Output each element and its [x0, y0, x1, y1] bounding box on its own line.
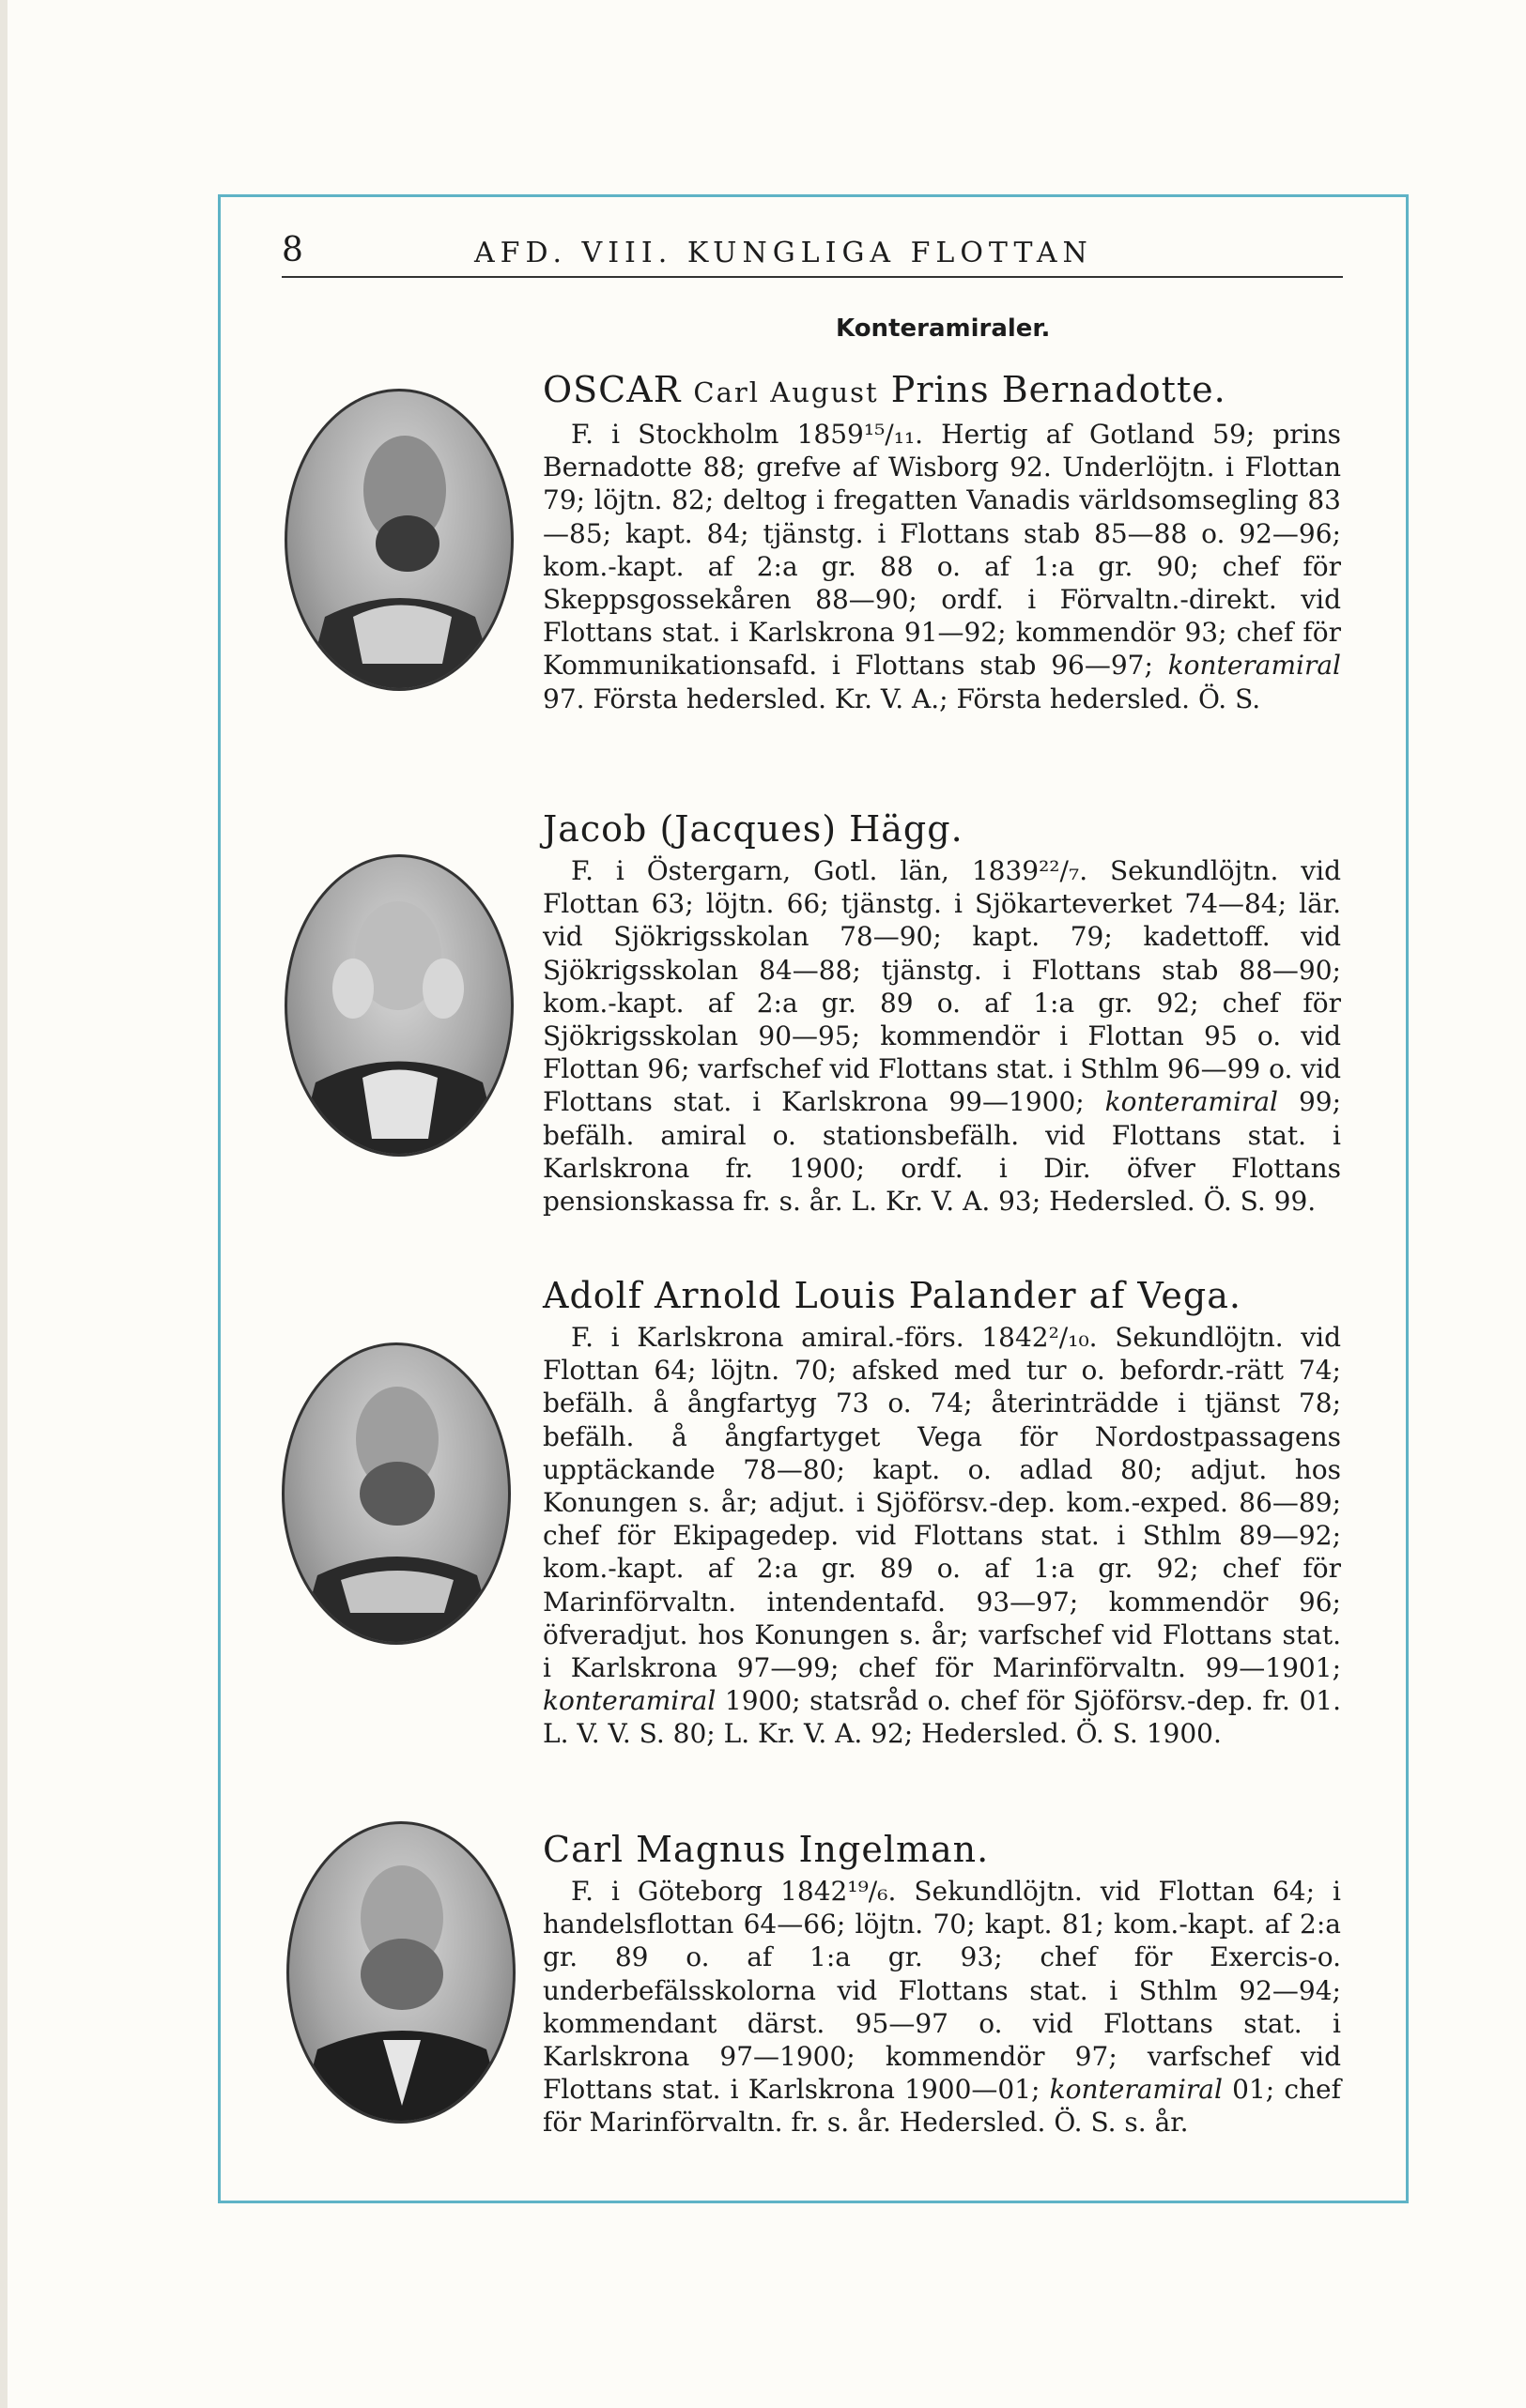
entry-name: Adolf Arnold Louis Palander af Vega.	[543, 1275, 1241, 1316]
entry-name-first: OSCAR	[543, 369, 682, 410]
biography-text: 99; befälh. amiral o. stationsbefälh. vid Flottans stat. i Karlskrona fr. 1900; ordf. i Dir. öfver Flottans pensionskassa fr. s. år. L. Kr. V. A. 93; Hedersled. Ö. S. 99.	[543, 1086, 1341, 1218]
biography-text: F. i Stockholm 1859¹⁵/₁₁. Hertig af Gotland 59; prins Bernadotte 88; grefve af Wisborg 92. Underlöjtn. i Flottan 79; löjtn. 82; deltog i fregatten Vanadis världsomsegling 83—85; kapt. 84; tjänstg. i Flottans stab 85—88 o. 92—96; kom.-kapt. af 2:a gr. 88 o. af 1:a gr. 90; chef för Skeppsgossekåren 88—90; ordf. i Förvaltn.-direkt. vid Flottans stat. i Karlskrona 91—92; kommendör 93; chef för Kommunikationsafd. i Flottans stab 96—97;	[543, 419, 1341, 682]
portrait-photo-icon	[282, 1342, 511, 1645]
entry-biography	[543, 1321, 1341, 1751]
page-header	[282, 229, 1343, 278]
biography-text: 01; chef för Marinförvaltn. fr. s. år. Hedersled. Ö. S. s. år.	[543, 2074, 1341, 2139]
biography-text: F. i Östergarn, Gotl. län, 1839²²/₇. Sekundlöjtn. vid Flottan 63; löjtn. 66; tjänstg. i Sjökarteverket 74—84; lär. vid Sjökrigsskolan 78—90; kapt. 79; kadettoff. vid Sjökrigsskolan 84—88; tjänstg. i Flottans stab 88—90; kom.-kapt. af 2:a gr. 89 o. af 1:a gr. 92; chef för Sjökrigsskolan 90—95; kommendör i Flottan 95 o. vid Flottan 96; varfschef vid Flottans stat. i Sthlm 96—99 o. vid Flottans stat. i Karlskrona 99—1900;	[543, 855, 1341, 1118]
entry-name: Carl Magnus Ingelman.	[543, 1829, 990, 1870]
biography-entry	[543, 805, 1341, 1218]
entry-biography	[543, 1875, 1341, 2140]
entry-name-small-caps: Carl August	[693, 376, 879, 408]
running-title: AFD. VIII. KUNGLIGA FLOTTAN	[474, 237, 1093, 269]
rank-title: konteramiral	[1049, 2074, 1223, 2106]
entry-biography	[543, 854, 1341, 1218]
biography-text: F. i Göteborg 1842¹⁹/₆. Sekundlöjtn. vid Flottan 64; i handelsflottan 64—66; löjtn. 70; kapt. 81; kom.-kapt. af 2:a gr. 89 o. af 1:a gr. 93; chef för Exercis-o. underbefälsskolorna vid Flottans stat. i Sthlm 92—94; kommendant därst. 95—97 o. vid Flottans stat. i Karlskrona 97—1900; kommendör 97; varfschef vid Flottans stat. i Karlskrona 1900—01;	[543, 1876, 1341, 2106]
page-number: 8	[282, 231, 303, 269]
page-edge	[0, 0, 8, 2408]
biography-entry	[543, 366, 1341, 715]
entry-name	[543, 366, 1341, 416]
rank-title: konteramiral	[543, 1685, 717, 1717]
rank-title: konteramiral	[1104, 1086, 1278, 1118]
biography-text: 1900; statsråd o. chef för Sjöförsv.-dep. fr. 01. L. V. V. S. 80; L. Kr. V. A. 92; Hedersled. Ö. S. 1900.	[543, 1685, 1341, 1750]
entry-name-last: Prins Bernadotte.	[890, 369, 1226, 410]
entry-biography	[543, 418, 1341, 715]
biography-entry	[543, 1826, 1341, 2140]
biography-entry	[543, 1272, 1341, 1751]
biography-text: 97. Första hedersled. Kr. V. A.; Första hedersled. Ö. S.	[543, 683, 1261, 714]
entry-name: Jacob (Jacques) Hägg.	[543, 808, 963, 850]
section-heading: Konteramiraler.	[836, 314, 1051, 343]
portrait-photo-icon	[286, 1821, 516, 2124]
portrait-photo-icon	[285, 389, 514, 691]
biography-text: F. i Karlskrona amiral.-förs. 1842²/₁₀. Sekundlöjtn. vid Flottan 64; löjtn. 70; afsked med tur o. befordr.-rätt 74; befälh. å ångfartyg 73 o. 74; återinträdde i tjänst 78; befälh. å ångfartyget Vega för Nordostpassagens upptäckande 78—80; kapt. o. adlad 80; adjut. hos Konungen s. år; adjut. i Sjöförsv.-dep. kom.-exped. 86—89; chef för Ekipagedep. vid Flottans stat. i Sthlm 89—92; kom.-kapt. af 2:a gr. 89 o. af 1:a gr. 92; chef för Marinförvaltn. intendentafd. 93—97; kommendör 96; öfveradjut. hos Konungen s. år; varfschef vid Flottans stat. i Karlskrona 97—99; chef för Marinförvaltn. 99—1901;	[543, 1322, 1341, 1684]
rank-title: konteramiral	[1167, 650, 1341, 682]
portrait-photo-icon	[285, 854, 514, 1157]
